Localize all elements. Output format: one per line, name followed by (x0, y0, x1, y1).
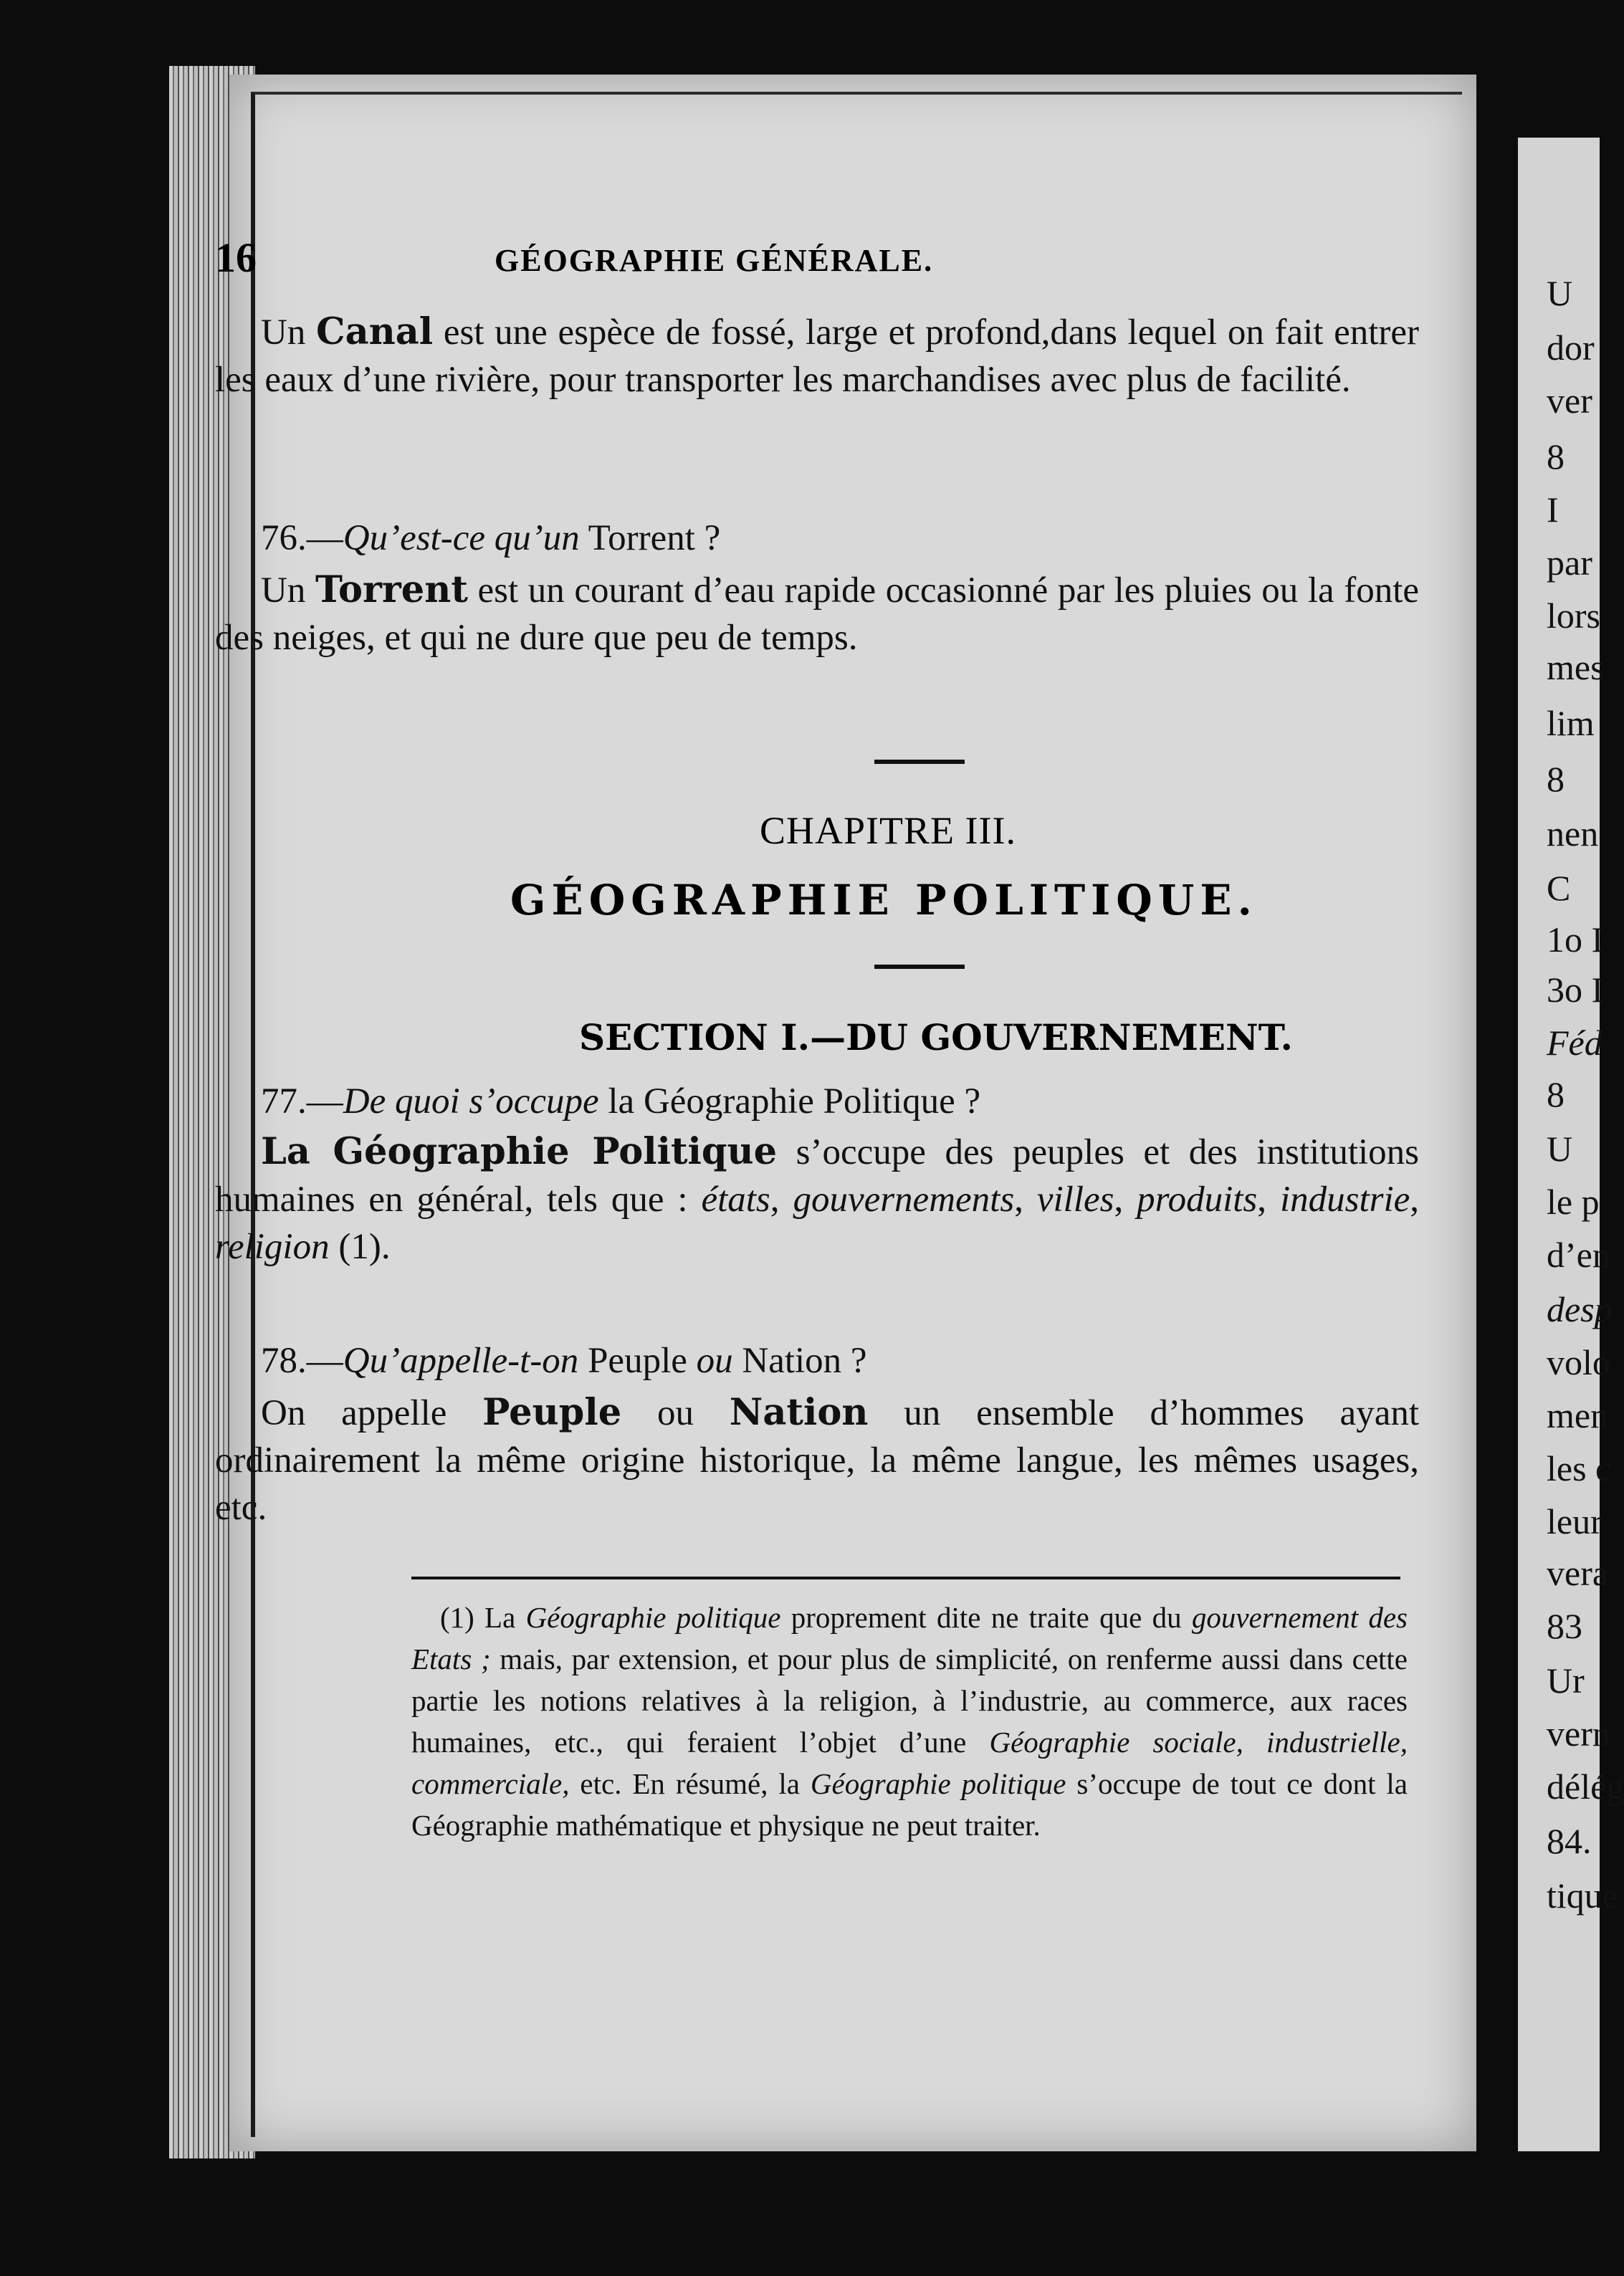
next-page-fragment: mes (1547, 647, 1605, 687)
next-page-fragment: I (1547, 489, 1559, 530)
section-title: SECTION I.—DU GOUVERNEMENT. (579, 1016, 1293, 1058)
next-page-strip (1518, 138, 1624, 2151)
next-page-fragment: délég (1547, 1766, 1624, 1807)
q78-ou: ou (696, 1341, 733, 1381)
paragraph-torrent (215, 566, 1419, 661)
peuple-text: un ensemble d’hommes ayant ordinairement la même origine historique, la même langue, les mêmes usages, etc. (215, 1393, 1419, 1528)
q78-number: 78.— (261, 1341, 343, 1381)
q76-number: 76.— (261, 518, 343, 558)
geo-pol-term: La Géographie Politique (261, 1130, 778, 1173)
next-page-fragment: leur (1547, 1501, 1602, 1541)
q77-plain: la Géographie Politique ? (608, 1081, 981, 1122)
paragraph-geographie-politique: La Géographie Politique s’occupe des peuples et des institutions humaines en général, tels que : états, gouvernements, villes, produits, industrie, religion (1). (215, 1130, 1420, 1267)
next-page-fragment: 1o I (1547, 919, 1604, 960)
divider-top (874, 760, 965, 764)
next-page-fragment: ver (1547, 381, 1592, 421)
question-76 (215, 515, 1419, 562)
q76-italic: Qu’est-ce qu’un (343, 518, 580, 558)
peuple-lead: On appelle (261, 1393, 447, 1433)
canal-term: Canal (316, 310, 434, 353)
question-77 (215, 1078, 1419, 1125)
next-page-fragment: U (1547, 273, 1573, 313)
next-page-fragment: tique (1547, 1875, 1618, 1916)
next-page-fragment: 8 (1547, 436, 1565, 477)
geo-pol-item: produits (1137, 1180, 1258, 1220)
geo-pol-item: gouvernements (793, 1180, 1015, 1220)
geo-pol-item: villes (1036, 1180, 1114, 1220)
next-page-fragment: Ur (1547, 1660, 1585, 1701)
chapter-title: CHAPITRE III. (760, 809, 1016, 852)
running-title: GÉOGRAPHIE GÉNÉRALE. (495, 243, 934, 278)
q76-plain: Torrent ? (588, 518, 721, 558)
next-page-fragment: par (1547, 542, 1592, 583)
torrent-term: Torrent (315, 568, 468, 611)
geo-pol-item: industrie (1279, 1180, 1410, 1220)
footnote-ref: (1). (338, 1227, 391, 1267)
chapter-subtitle: GÉOGRAPHIE POLITIQUE. (510, 876, 1258, 924)
peuple-mid: ou (656, 1393, 694, 1433)
next-page-fragment: nen (1547, 813, 1599, 854)
footnote-text: proprement dite ne traite que du (790, 1601, 1182, 1634)
nation-term: Nation (729, 1391, 869, 1434)
canal-lead: Un (261, 312, 306, 353)
page-number: 16 (215, 234, 257, 281)
next-page-fragment: vern (1547, 1713, 1610, 1754)
next-page-fragment: le p (1547, 1182, 1600, 1222)
canal-text: est une espèce de fossé, large et profond,dans lequel on fait entrer les eaux d’une rivière, pour transporter les marchandises avec plus de facilité. (215, 312, 1420, 400)
footnote-italic: Géographie sociale, industrielle, commerciale, (411, 1726, 1408, 1800)
next-page-fragment: lim (1547, 703, 1595, 743)
running-head (215, 234, 1132, 284)
next-page-fragment: d’en (1547, 1235, 1610, 1275)
q78-italic: Qu’appelle-t-on (343, 1341, 579, 1381)
geo-pol-item: religion (215, 1227, 330, 1267)
next-page-fragment: lors (1547, 596, 1600, 636)
paragraph-canal (215, 308, 1419, 403)
next-page-fragment: les c (1547, 1448, 1612, 1488)
footnote-ref-label: (1) La (440, 1601, 516, 1634)
next-page-fragment: 84. (1547, 1821, 1592, 1861)
geo-pol-text: s’occupe des peuples et des institutions humaines en général, tels que : (215, 1132, 1420, 1220)
next-page-fragment: 8 (1547, 759, 1565, 799)
next-page-fragment: men (1547, 1395, 1609, 1435)
next-page-fragment: desp (1547, 1289, 1613, 1329)
peuple-term: Peuple (482, 1391, 622, 1434)
footnote-italic: Géographie politique (810, 1767, 1066, 1800)
next-page-fragment: volo (1547, 1342, 1610, 1382)
torrent-text: est un courant d’eau rapide occasionné par les pluies ou la fonte des neiges, et qui ne dure que peu de temps. (215, 570, 1419, 658)
question-78 (215, 1337, 1419, 1385)
footnote-rule (411, 1577, 1400, 1579)
next-page-fragment: Féd (1547, 1023, 1602, 1063)
next-page-fragment: 83 (1547, 1606, 1582, 1646)
q78-plain: Nation ? (742, 1341, 867, 1381)
torrent-lead: Un (261, 570, 306, 611)
next-page-fragment: U (1547, 1129, 1573, 1169)
next-page-fragment: 3o I (1547, 970, 1604, 1010)
footnote-text: mais, par extension, et pour plus de simplicité, on renferme aussi dans cette partie les notions relatives à la religion, à l’industrie, au commerce, aux races humaines, etc., qui feraient l’objet d’une (411, 1643, 1408, 1759)
next-page-fragment: dor (1547, 327, 1595, 368)
next-page-fragment: vera (1547, 1553, 1609, 1593)
geo-pol-item: états (701, 1180, 770, 1220)
next-page-fragment: 8 (1547, 1074, 1565, 1114)
q77-italic: De quoi s’occupe (343, 1081, 599, 1122)
q78-plain: Peuple (588, 1341, 687, 1381)
footnote-text: s’occupe de tout ce dont la Géographie mathématique et physique ne peut traiter. (411, 1767, 1408, 1842)
next-page-fragment: C (1547, 868, 1571, 908)
paragraph-peuple (215, 1389, 1419, 1531)
q77-number: 77.— (261, 1081, 343, 1122)
footnote-italic: gouvernement des Etats ; (411, 1601, 1408, 1675)
footnote-italic: Géographie politique (525, 1601, 781, 1634)
footnote (411, 1597, 1408, 1846)
footnote-text: etc. En résumé, la (580, 1767, 800, 1800)
divider-bottom (874, 965, 965, 969)
